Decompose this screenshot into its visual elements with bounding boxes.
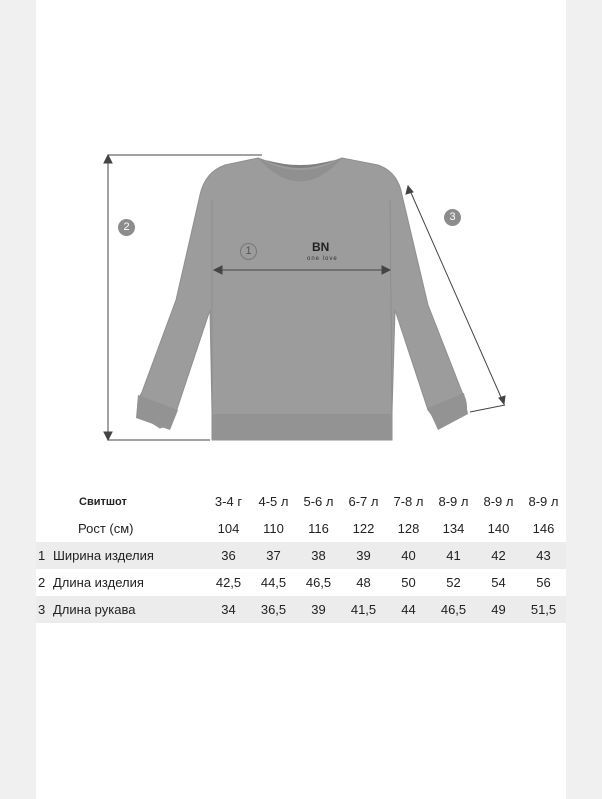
size-header: 4-5 л (258, 494, 289, 509)
table-cell: 40 (386, 542, 431, 569)
table-cell: 56 (536, 575, 551, 590)
table-cell: 39 (296, 596, 341, 623)
row-label (36, 596, 206, 623)
table-cell: 122 (352, 521, 375, 536)
table-cell: 46,5 (431, 596, 476, 623)
table-cell: 44 (386, 596, 431, 623)
table-cell: 128 (397, 521, 420, 536)
brand-tagline: one love (307, 256, 338, 262)
row-label (36, 569, 206, 596)
table-cell: 134 (442, 521, 465, 536)
brand-logo: BN (312, 240, 330, 254)
row-index: 1 (38, 548, 46, 563)
table-cell: 41 (431, 542, 476, 569)
table-cell: 42 (476, 542, 521, 569)
size-header: 8-9 л (483, 494, 514, 509)
sweatshirt-illustration (36, 0, 566, 470)
table-cell: 110 (263, 521, 284, 536)
sweatshirt-body (138, 158, 467, 440)
size-header: 8-9 л (438, 494, 469, 509)
table-cell: 51,5 (521, 596, 566, 623)
table-cell: 46,5 (305, 575, 332, 590)
table-row (36, 515, 566, 542)
hem-rib (212, 414, 392, 440)
product-type-label: Свитшот (79, 495, 127, 508)
table-cell: 36 (206, 542, 251, 569)
table-cell: 36,5 (251, 596, 296, 623)
row-index: 2 (38, 575, 46, 590)
marker-1: 1 (240, 243, 257, 260)
table-cell: 50 (401, 575, 416, 590)
size-table (36, 488, 566, 623)
table-row (36, 542, 566, 569)
size-header: 5-6 л (303, 494, 334, 509)
table-cell: 104 (217, 521, 240, 536)
table-cell: 146 (532, 521, 555, 536)
table-cell: 44,5 (260, 575, 287, 590)
table-cell: 54 (491, 575, 506, 590)
marker-3: 3 (444, 209, 461, 226)
table-cell: 39 (341, 542, 386, 569)
size-header: 6-7 л (348, 494, 379, 509)
size-header: 3-4 г (214, 494, 243, 509)
table-cell: 38 (296, 542, 341, 569)
height-label: Рост (см) (78, 521, 134, 536)
row-label-text: Длина рукава (53, 602, 136, 617)
size-header: 7-8 л (393, 494, 424, 509)
row-label (36, 542, 206, 569)
table-cell: 37 (251, 542, 296, 569)
row-index: 3 (38, 602, 46, 617)
table-cell: 116 (308, 521, 329, 536)
table-cell: 43 (521, 542, 566, 569)
table-row (36, 569, 566, 596)
table-cell: 42,5 (215, 575, 242, 590)
size-chart-page (36, 0, 566, 799)
row-label-text: Ширина изделия (53, 548, 154, 563)
table-cell: 41,5 (341, 596, 386, 623)
marker-2: 2 (118, 219, 135, 236)
table-cell: 49 (476, 596, 521, 623)
row-label-text: Длина изделия (53, 575, 144, 590)
table-cell: 34 (206, 596, 251, 623)
table-row (36, 596, 566, 623)
table-cell: 48 (356, 575, 371, 590)
table-header-row (36, 488, 566, 515)
table-cell: 52 (446, 575, 461, 590)
size-header: 8-9 л (528, 494, 559, 509)
table-cell: 140 (487, 521, 510, 536)
